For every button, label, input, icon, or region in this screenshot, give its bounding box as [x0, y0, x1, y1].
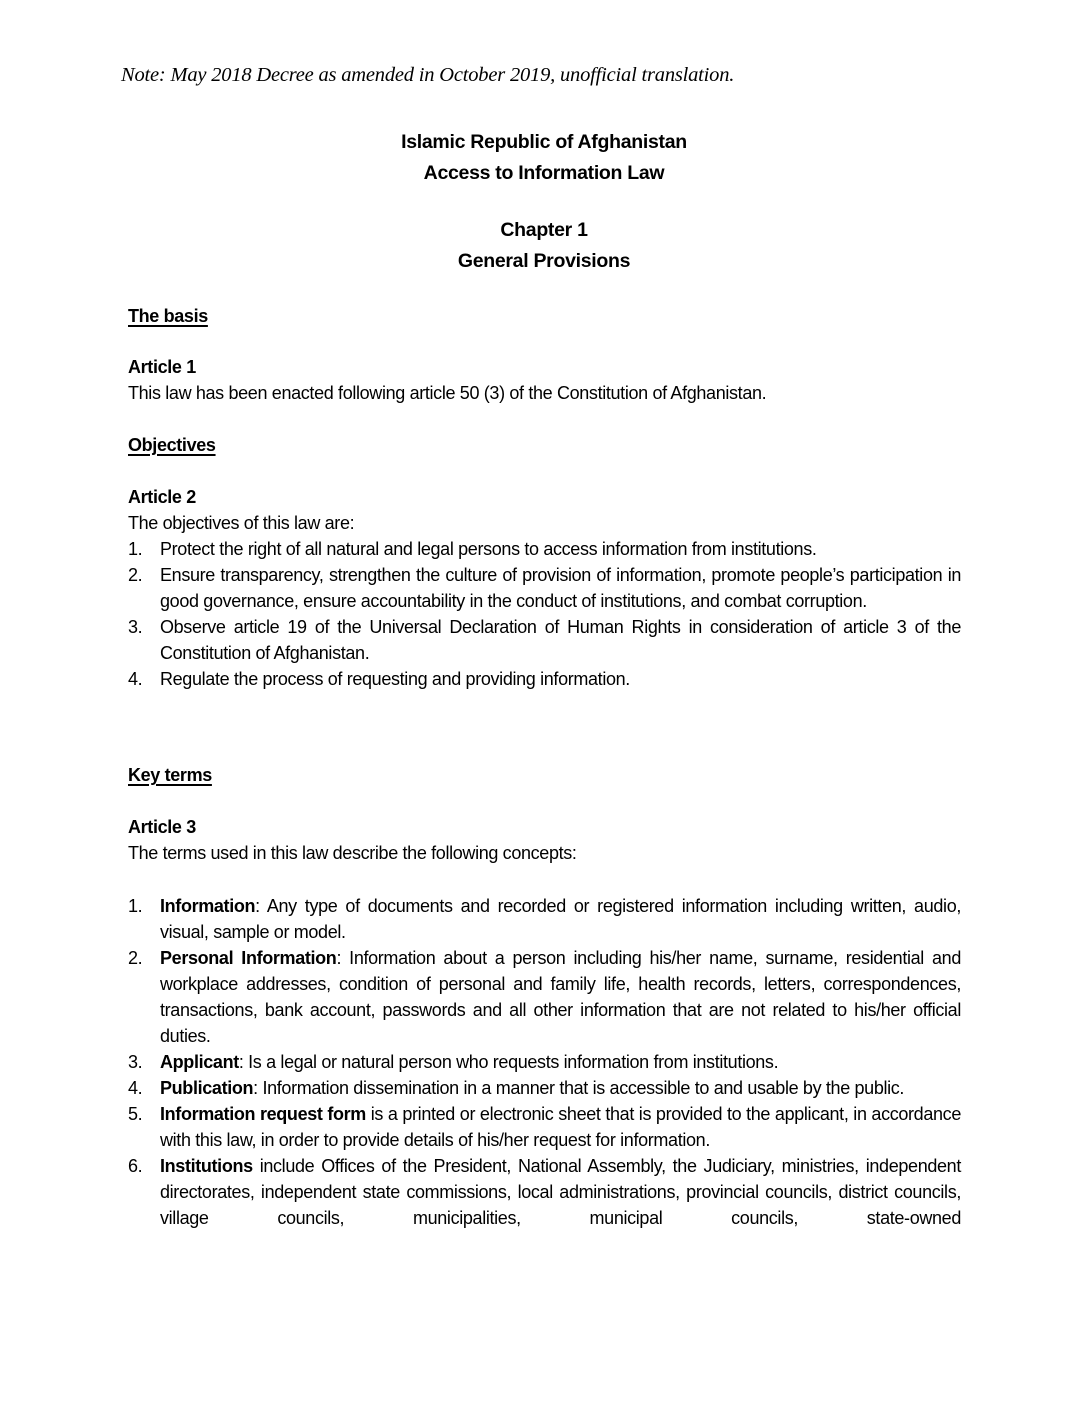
term-name: Information: [160, 896, 256, 916]
list-number: 1.: [128, 539, 143, 559]
list-item: [128, 1075, 961, 1101]
section-the-basis: [128, 303, 961, 329]
list-number: 6.: [128, 1156, 143, 1176]
article-title: Article 3: [128, 817, 196, 837]
term-name: Institutions: [160, 1156, 253, 1176]
objectives-list: [128, 536, 961, 692]
chapter-name: General Provisions: [457, 250, 631, 272]
list-item: [128, 536, 961, 562]
list-number: 2.: [128, 948, 143, 968]
section-objectives: [128, 432, 961, 458]
article-title: Article 1: [128, 357, 196, 377]
list-item: [128, 1101, 961, 1153]
translation-note: Note: May 2018 Decree as amended in October 2019, unofficial translation.: [121, 64, 735, 86]
list-number: 4.: [128, 669, 143, 689]
section-heading: Objectives: [128, 435, 216, 455]
term-name: Applicant: [160, 1052, 239, 1072]
list-number: 3.: [128, 1052, 143, 1072]
term-definition: : Information about a person including his/her name, surname, residential and workplace addresses, condition of personal and family life, health records, letters, correspondences, transactions, bank account, passwords and all other information that are not related to his/her official duties.: [160, 948, 961, 1046]
term-name: Publication: [160, 1078, 254, 1098]
article-3: [128, 814, 961, 866]
list-number: 1.: [128, 896, 143, 916]
term-definition: : Information dissemination in a manner that is accessible to and usable by the public.: [253, 1078, 905, 1098]
key-terms-block: [128, 893, 961, 1231]
document-title-country: Islamic Republic of Afghanistan: [401, 131, 687, 153]
list-item: [128, 1049, 961, 1075]
list-item: [128, 562, 961, 614]
list-number: 2.: [128, 565, 143, 585]
list-number: 3.: [128, 617, 143, 637]
list-text: Protect the right of all natural and legal persons to access information from institutions.: [160, 539, 817, 559]
article-title: Article 2: [128, 487, 196, 507]
article-1: [128, 354, 961, 406]
list-item: [128, 666, 961, 692]
list-item: [128, 1153, 961, 1231]
list-item: [128, 893, 961, 945]
list-item: [128, 945, 961, 1049]
section-heading: Key terms: [128, 765, 212, 785]
list-number: 4.: [128, 1078, 143, 1098]
term-definition: : Any type of documents and recorded or registered information including written, audio, visual, sample or model.: [160, 896, 961, 942]
key-terms-list: [128, 893, 961, 1231]
term-name: Information request form: [160, 1104, 366, 1124]
section-heading: The basis: [128, 306, 208, 326]
section-key-terms: [128, 762, 961, 788]
article-text: This law has been enacted following article 50 (3) of the Constitution of Afghanistan.: [128, 383, 767, 403]
article-2: [128, 484, 961, 692]
list-text: Ensure transparency, strengthen the culture of provision of information, promote people’s participation in good governance, ensure accountability in the conduct of institutions, and combat corruption.: [160, 565, 961, 611]
list-text: Observe article 19 of the Universal Declaration of Human Rights in consideration of article 3 of the Constitution of Afghanistan.: [160, 617, 961, 663]
term-definition: include Offices of the President, National Assembly, the Judiciary, ministries, independent directorates, independent state commissions, local administrations, provincial councils, district councils, village councils, municipalities, municipal councils, state-owned: [160, 1156, 961, 1228]
list-item: [128, 614, 961, 666]
chapter-number: Chapter 1: [500, 219, 588, 241]
term-definition: is a printed or electronic sheet that is provided to the applicant, in accordance with this law, in order to provide details of his/her request for information.: [160, 1104, 961, 1150]
list-number: 5.: [128, 1104, 143, 1124]
article-intro: The terms used in this law describe the following concepts:: [128, 843, 577, 863]
document-title-law: Access to Information Law: [423, 162, 665, 184]
term-definition: : Is a legal or natural person who requests information from institutions.: [238, 1052, 779, 1072]
list-text: Regulate the process of requesting and providing information.: [160, 669, 630, 689]
article-intro: The objectives of this law are:: [128, 513, 355, 533]
term-name: Personal Information: [160, 948, 337, 968]
